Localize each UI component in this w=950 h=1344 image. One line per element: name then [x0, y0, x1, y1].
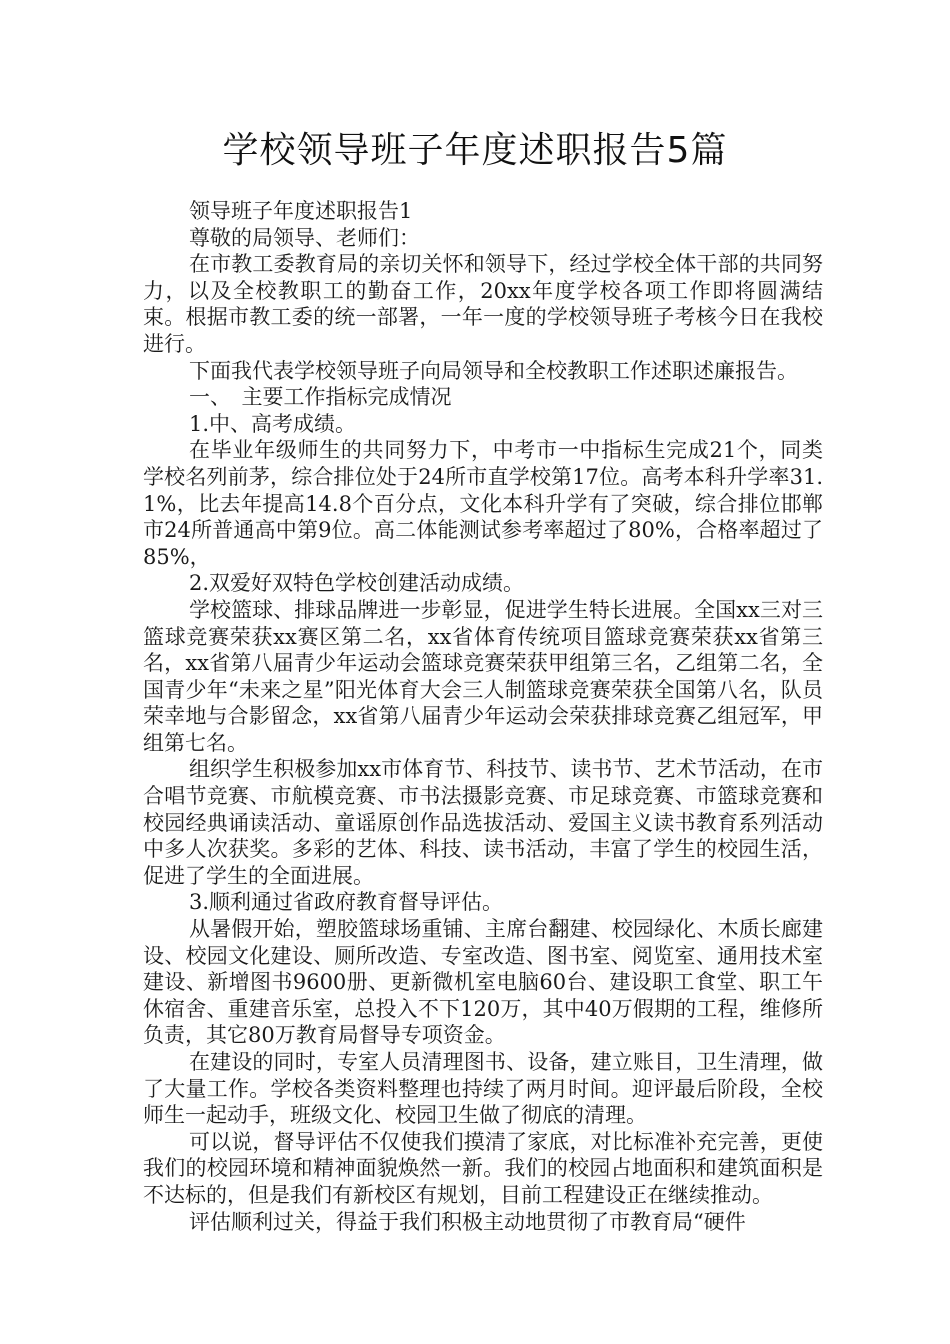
subheading-inspection: 3.顺利通过省政府教育督导评估。 [189, 890, 504, 915]
paragraph-evaluation: 可以说，督导评估不仅使我们摸清了家底，对比标准补充完善，更使我们的校园环境和精神面貌焕然一新。我们的校园占地面积和建筑面积是不达标的，但是我们有新校区有规划，目前工程建设正在继续推动。 [143, 1129, 823, 1207]
salutation: 尊敬的局领导、老师们： [189, 225, 420, 250]
paragraph-exam-results: 在毕业年级师生的共同努力下，中考市一中指标生完成21个，同类学校名列前茅，综合排位处于24所市直学校第17位。高考本科升学率31.1%，比去年提高14.8个百分点，文化本科升学有了突破，综合排位邯郸市24所普通高中第9位。高二体能测试参考率超过了80%，合格率超过了85%， [143, 438, 823, 569]
subheading-exam-results: 1.中、高考成绩。 [189, 411, 357, 436]
section-heading-1: 一、 主要工作指标完成情况 [189, 385, 452, 410]
paragraph-statement: 下面我代表学校领导班子向局领导和全校教职工作述职述廉报告。 [189, 358, 798, 383]
paragraph-intro: 在市教工委教育局的亲切关怀和领导下，经过学校全体干部的共同努力，以及全校教职工的勤奋工作，20xx年度学校各项工作即将圆满结束。根据市教工委的统一部署，一年一度的学校领导班子考核今日在我校进行。 [143, 252, 823, 356]
paragraph-conclusion: 评估顺利过关，得益于我们积极主动地贯彻了市教育局“硬件 [189, 1209, 746, 1234]
paragraph-construction: 从暑假开始，塑胶篮球场重铺、主席台翻建、校园绿化、木质长廊建设、校园文化建设、厕所改造、专室改造、图书室、阅览室、通用技术室建设、新增图书9600册、更新微机室电脑60台、建设职工食堂、职工午休宿舍、重建音乐室，总投入不下120万，其中40万假期的工程，维修所负责，其它80万教育局督导专项资金。 [143, 917, 823, 1048]
report-subtitle: 领导班子年度述职报告1 [189, 199, 413, 223]
paragraph-cleanup: 在建设的同时，专室人员清理图书、设备，建立账目，卫生清理，做了大量工作。学校各类资料整理也持续了两月时间。迎评最后阶段，全校师生一起动手，班级文化、校园卫生做了彻底的清理。 [143, 1050, 823, 1128]
subheading-school-features: 2.双爱好双特色学校创建活动成绩。 [189, 571, 525, 596]
document-title: 学校领导班子年度述职报告5篇 [222, 130, 728, 171]
paragraph-activities: 组织学生积极参加xx市体育节、科技节、读书节、艺术节活动，在市合唱节竞赛、市航模竞赛、市书法摄影竞赛、市足球竞赛、市篮球竞赛和校园经典诵读活动、童谣原创作品选拔活动、爱国主义读书教育系列活动中多人次获奖。多彩的艺体、科技、读书活动，丰富了学生的校园生活，促进了学生的全面进展。 [143, 757, 823, 888]
document-body [143, 198, 823, 1235]
paragraph-sports-results: 学校篮球、排球品牌进一步彰显，促进学生特长进展。全国xx三对三篮球竞赛荣获xx赛区第二名，xx省体育传统项目篮球竞赛荣获xx省第三名，xx省第八届青少年运动会篮球竞赛荣获甲组第三名，乙组第二名，全国青少年“未来之星”阳光体育大会三人制篮球竞赛荣获全国第八名，队员荣幸地与合影留念，xx省第八届青少年运动会荣获排球竞赛乙组冠军，甲组第七名。 [143, 597, 823, 755]
